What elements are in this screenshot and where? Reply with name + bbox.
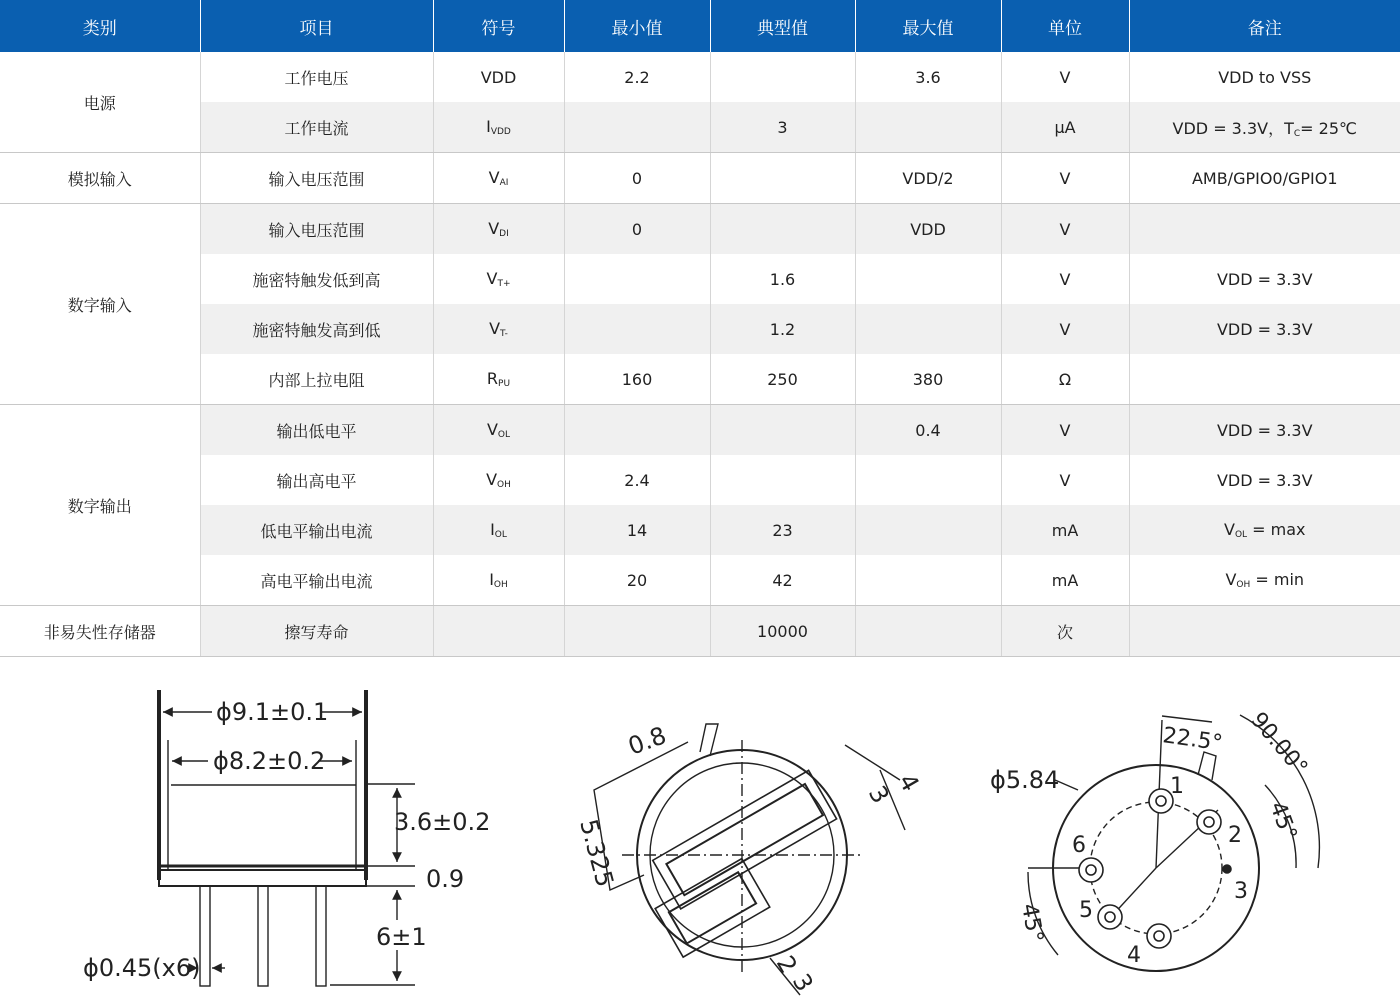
table-row <box>0 455 1400 505</box>
symbol-cell: $I_{VDD}$ <box>433 102 564 153</box>
max-cell: 380 <box>855 354 1001 405</box>
dim-window-width-3: 3 <box>862 781 895 809</box>
max-cell <box>855 505 1001 555</box>
dim-pin-length: 6±1 <box>376 923 427 951</box>
item-cell: 施密特触发高到低 <box>200 304 433 354</box>
typ-cell <box>710 52 855 102</box>
category-cell: 电源 <box>0 52 200 153</box>
max-cell: 3.6 <box>855 52 1001 102</box>
dim-angle-45-right: 45° <box>1264 798 1302 844</box>
min-cell: 160 <box>564 354 710 405</box>
item-cell: 工作电流 <box>200 102 433 153</box>
min-cell: 20 <box>564 555 710 606</box>
table-row <box>0 505 1400 555</box>
pin-label-5: 5 <box>1079 898 1093 923</box>
max-cell <box>855 555 1001 606</box>
max-cell <box>855 304 1001 354</box>
unit-cell: V <box>1001 204 1129 255</box>
item-cell: 擦写寿命 <box>200 606 433 657</box>
dim-inner-diameter: ϕ8.2±0.2 <box>213 747 326 775</box>
unit-cell: mA <box>1001 555 1129 606</box>
pin-label-6: 6 <box>1072 833 1086 858</box>
symbol-cell: $R_{PU}$ <box>433 354 564 405</box>
table-row <box>0 204 1400 255</box>
note-cell: $V_{OL} = \max$ <box>1129 505 1400 555</box>
unit-cell: mA <box>1001 505 1129 555</box>
unit-cell: V <box>1001 52 1129 102</box>
note-cell: VDD = 3.3V <box>1129 254 1400 304</box>
typ-cell <box>710 455 855 505</box>
header-typ: 典型值 <box>710 0 855 52</box>
item-cell: 工作电压 <box>200 52 433 102</box>
dim-angle-90: 90.00° <box>1245 707 1313 781</box>
dim-base: 0.9 <box>426 865 465 893</box>
category-cell: 模拟输入 <box>0 153 200 204</box>
table-row <box>0 405 1400 456</box>
typ-cell: 10000 <box>710 606 855 657</box>
pin-label-1: 1 <box>1170 774 1184 799</box>
typ-cell: 250 <box>710 354 855 405</box>
min-cell <box>564 254 710 304</box>
unit-cell: V <box>1001 254 1129 304</box>
dim-tab-width: 0.8 <box>624 721 670 761</box>
table-row <box>0 52 1400 102</box>
window-view-drawing <box>594 724 905 995</box>
unit-cell: μA <box>1001 102 1129 153</box>
unit-cell: 次 <box>1001 606 1129 657</box>
symbol-cell: $V_{AI}$ <box>433 153 564 204</box>
dim-angle-22: 22.5° <box>1161 723 1225 757</box>
typ-cell <box>710 153 855 204</box>
header-min: 最小值 <box>564 0 710 52</box>
note-cell <box>1129 204 1400 255</box>
min-cell <box>564 405 710 456</box>
header-max: 最大值 <box>855 0 1001 52</box>
max-cell: 0.4 <box>855 405 1001 456</box>
header-note: 备注 <box>1129 0 1400 52</box>
table-row <box>0 555 1400 606</box>
dim-window-radius: 5.325 <box>574 816 620 890</box>
note-cell: VDD = 3.3V <box>1129 304 1400 354</box>
note-cell: VDD = 3.3V <box>1129 455 1400 505</box>
max-cell <box>855 254 1001 304</box>
note-cell <box>1129 606 1400 657</box>
max-cell <box>855 606 1001 657</box>
note-cell: $V_{OH} = \min$ <box>1129 555 1400 606</box>
table-row <box>0 153 1400 204</box>
min-cell <box>564 102 710 153</box>
typ-cell <box>710 405 855 456</box>
header-symbol: 符号 <box>433 0 564 52</box>
item-cell: 输入电压范围 <box>200 204 433 255</box>
category-cell: 非易失性存储器 <box>0 606 200 657</box>
typ-cell: 1.2 <box>710 304 855 354</box>
symbol-cell: $I_{OH}$ <box>433 555 564 606</box>
min-cell: 2.2 <box>564 52 710 102</box>
unit-cell: Ω <box>1001 354 1129 405</box>
category-cell: 数字输入 <box>0 204 200 405</box>
note-cell: AMB/GPIO0/GPIO1 <box>1129 153 1400 204</box>
max-cell: VDD/2 <box>855 153 1001 204</box>
item-cell: 施密特触发低到高 <box>200 254 433 304</box>
min-cell: 2.4 <box>564 455 710 505</box>
note-cell <box>1129 354 1400 405</box>
symbol-cell: $V_{DI}$ <box>433 204 564 255</box>
unit-cell: V <box>1001 455 1129 505</box>
typ-cell: 1.6 <box>710 254 855 304</box>
mechanical-drawings <box>0 655 1400 1001</box>
typ-cell <box>710 204 855 255</box>
table-header-row <box>0 0 1400 52</box>
header-item: 项目 <box>200 0 433 52</box>
item-cell: 输出高电平 <box>200 455 433 505</box>
note-cell: VDD = 3.3V，$T_C=$ 25℃ <box>1129 102 1400 153</box>
dim-bottom-2: 2 <box>770 951 803 979</box>
typ-cell: 23 <box>710 505 855 555</box>
unit-cell: V <box>1001 153 1129 204</box>
max-cell <box>855 102 1001 153</box>
item-cell: 高电平输出电流 <box>200 555 433 606</box>
table-row <box>0 304 1400 354</box>
note-cell: VDD to VSS <box>1129 52 1400 102</box>
unit-cell: V <box>1001 405 1129 456</box>
table-row <box>0 254 1400 304</box>
pin-label-3: 3 <box>1234 879 1248 904</box>
table-row <box>0 606 1400 657</box>
table-row <box>0 354 1400 405</box>
max-cell <box>855 455 1001 505</box>
symbol-cell <box>433 606 564 657</box>
item-cell: 低电平输出电流 <box>200 505 433 555</box>
dim-angle-45-left: 45° <box>1016 901 1048 945</box>
dim-outer-diameter: ϕ9.1±0.1 <box>216 698 329 726</box>
min-cell: 0 <box>564 204 710 255</box>
dim-window-width-4: 4 <box>892 769 925 797</box>
dim-height: 3.6±0.2 <box>394 808 491 836</box>
max-cell: VDD <box>855 204 1001 255</box>
typ-cell: 42 <box>710 555 855 606</box>
item-cell: 输入电压范围 <box>200 153 433 204</box>
dim-pcd: ϕ5.84 <box>990 766 1060 794</box>
category-cell: 数字输出 <box>0 405 200 606</box>
min-cell <box>564 606 710 657</box>
header-unit: 单位 <box>1001 0 1129 52</box>
item-cell: 输出低电平 <box>200 405 433 456</box>
min-cell: 0 <box>564 153 710 204</box>
symbol-cell: VDD <box>433 52 564 102</box>
min-cell <box>564 304 710 354</box>
note-cell: VDD = 3.3V <box>1129 405 1400 456</box>
symbol-cell: $V_{T+}$ <box>433 254 564 304</box>
unit-cell: V <box>1001 304 1129 354</box>
item-cell: 内部上拉电阻 <box>200 354 433 405</box>
header-category: 类别 <box>0 0 200 52</box>
symbol-cell: $V_{OL}$ <box>433 405 564 456</box>
pin-label-4: 4 <box>1127 943 1141 968</box>
typ-cell: 3 <box>710 102 855 153</box>
symbol-cell: $I_{OL}$ <box>433 505 564 555</box>
dim-pin-diameter: ϕ0.45(x6) <box>83 954 201 982</box>
symbol-cell: $V_{T-}$ <box>433 304 564 354</box>
pin-label-2: 2 <box>1228 823 1242 848</box>
table-row <box>0 102 1400 153</box>
dim-bottom-3: 3 <box>786 969 819 997</box>
symbol-cell: $V_{OH}$ <box>433 455 564 505</box>
min-cell: 14 <box>564 505 710 555</box>
